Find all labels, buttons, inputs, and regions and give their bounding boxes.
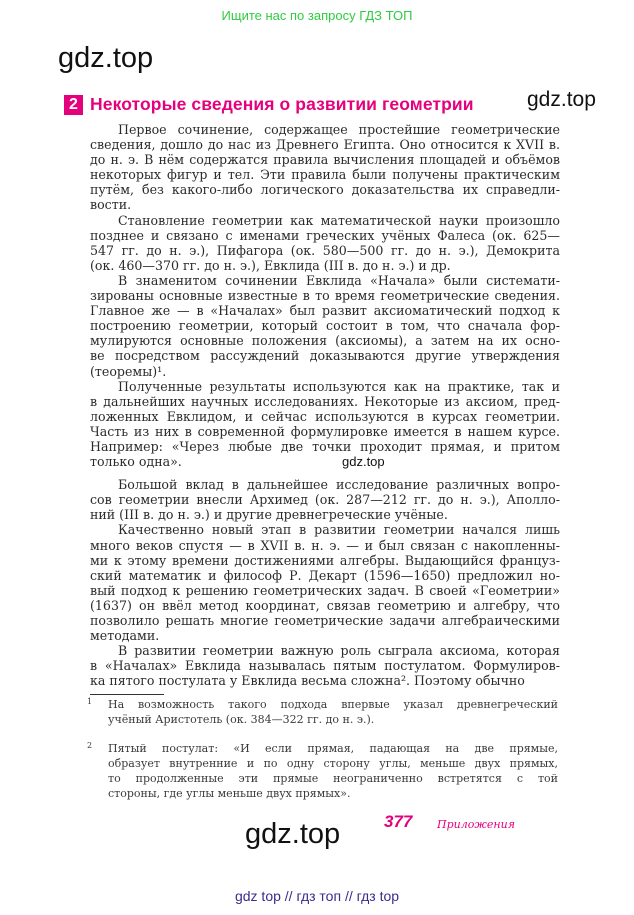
- footnotes: [87, 697, 558, 815]
- text-line: методами.: [90, 628, 160, 644]
- text-line: зированы основные известные в то время геометрические сведения.: [90, 288, 560, 304]
- paragraph: [90, 122, 560, 213]
- text-line: до н. э. В нём содержатся правила вычисления площадей и объёмов: [90, 152, 560, 168]
- text-line: ний (III в. до н. э.) и другие древнегреческие учёные.: [90, 507, 448, 523]
- text-line: сведения, дошло до нас из Древнего Египта. Оно относится к XVII в.: [90, 137, 560, 153]
- text-line: некоторых фигур и тел. Эти правила были получены практическим: [90, 167, 560, 183]
- text-line: ка пятого постулата у Евклида весьма сложна². Поэтому обычно: [90, 673, 525, 689]
- watermark: gdz.top: [58, 42, 154, 74]
- text-line: построению геометрии, который состоит в том, что сначала фор-: [90, 318, 560, 334]
- text-line: (теоремы)¹.: [90, 363, 167, 379]
- text-line: ложенных Евклидом, и сейчас используются в курсах геометрии.: [90, 408, 560, 424]
- text-line: Например: «Через любые две точки проходит прямая, и притом: [90, 438, 560, 454]
- section-title: Некоторые сведения о развитии геометрии: [90, 94, 474, 114]
- text-line: Качественно новый этап в развитии геометрии начался лишь: [118, 522, 560, 538]
- text-line: позволило решать многие геометрические задачи алгебраическими: [90, 613, 560, 628]
- paragraph: [90, 643, 560, 688]
- watermark: gdz.top: [342, 454, 385, 469]
- separator: //: [284, 888, 293, 904]
- footnote-divider: [90, 694, 164, 695]
- footnote-line: стороны, где углы меньше двух прямых».: [108, 787, 351, 800]
- text-line: (1637) он ввёл метод координат, связав геометрию и алгебру, что: [90, 597, 560, 613]
- text-line: мулируются основные положения (аксиомы), а затем на их осно-: [90, 333, 560, 349]
- footnote: [87, 741, 558, 801]
- text-line: в «Началах» Евклида называлась пятым постулатом. Формулиров-: [90, 658, 560, 674]
- footnote-mark: 2: [87, 741, 93, 750]
- text-line: ский математик и философ Р. Декарт (1596—1650) предложил но-: [90, 567, 560, 583]
- watermark: gdz.top: [245, 818, 341, 850]
- footnote-line: то продолженные эти прямые неограниченно встретятся с той: [108, 772, 558, 785]
- text-line: Главное же — в «Началах» был развит аксиоматический подход к: [90, 303, 560, 319]
- running-footer-section: Приложения: [437, 818, 515, 831]
- text-line: 547 гг. до н. э.), Пифагора (ок. 580—500 гг. до н. э.), Демокрита: [90, 242, 560, 258]
- paragraph: [90, 213, 560, 273]
- top-banner[interactable]: Ищите нас по запросу ГДЗ ТОП: [221, 8, 413, 23]
- text-line: (ок. 460—370 гг. до н. э.), Евклида (III в. до н. э.) и др.: [90, 257, 451, 273]
- paragraph: [90, 379, 560, 470]
- text-line: много веков спустя — в XVII в. н. э. — и был связан с накопленны-: [90, 537, 560, 553]
- text-line: В знаменитом сочинении Евклида «Начала» были системати-: [118, 272, 560, 288]
- text-line: Большой вклад в дальнейшее исследование различных вопро-: [118, 477, 560, 493]
- footnote-mark: 1: [87, 697, 93, 706]
- footnote-line: На возможность такого подхода впервые указал древнегреческий: [108, 698, 558, 711]
- paragraph: [90, 273, 560, 379]
- text-line: Первое сочинение, содержащее простейшие геометрические: [118, 122, 560, 137]
- footnote-line: Пятый постулат: «И если прямая, падающая на две прямые,: [108, 742, 558, 755]
- paragraph: [90, 522, 560, 643]
- footnote: [87, 697, 558, 727]
- text-line: ве посредством рассуждений доказываются другие утверждения: [90, 348, 560, 364]
- bottom-links: [0, 888, 634, 904]
- text-line: в дальнейших научных исследованиях. Некоторые из аксиом, пред-: [90, 393, 560, 409]
- text-line: только одна».: [90, 454, 182, 470]
- text-line: позднее и связано с именами греческих учёных Фалеса (ок. 625—: [90, 227, 560, 243]
- text-line: В развитии геометрии важную роль сыграла аксиома, которая: [118, 643, 560, 659]
- section-heading: [64, 94, 474, 115]
- footnote-line: образует внутренние и по одну сторону углы, меньше двух прямых,: [108, 757, 558, 770]
- footnote-line: учёный Аристотель (ок. 384—322 гг. до н. э.).: [108, 713, 375, 726]
- text-line: Часть из них в современной формулировке имеется в нашем курсе.: [90, 423, 560, 439]
- link-gdz-top-ru[interactable]: гдз топ: [296, 888, 342, 904]
- text-line: вый подход к решению геометрических задач. В своей «Геометрии»: [90, 582, 560, 598]
- separator: //: [344, 888, 353, 904]
- link-gdz-top[interactable]: gdz top: [234, 888, 281, 904]
- text-line: путём, без какого-либо логического доказательства их справедли-: [90, 182, 560, 198]
- watermark: gdz.top: [527, 88, 596, 111]
- link-gdz-top-mixed[interactable]: гдз top: [356, 888, 400, 904]
- text-line: Становление геометрии как математической науки произошло: [118, 212, 560, 228]
- section-number-badge: 2: [64, 95, 83, 115]
- text-line: ми к этому времени достижениями алгебры. Выдающийся француз-: [90, 552, 560, 568]
- body-text: [90, 122, 560, 688]
- text-line: Полученные результаты используются как на практике, так и: [118, 378, 560, 394]
- text-line: сов геометрии внесли Архимед (ок. 287—212 гг. до н. э.), Аполло-: [90, 492, 560, 508]
- paragraph: [90, 477, 560, 522]
- page-number: 377: [384, 812, 413, 831]
- text-line: вости.: [90, 197, 132, 213]
